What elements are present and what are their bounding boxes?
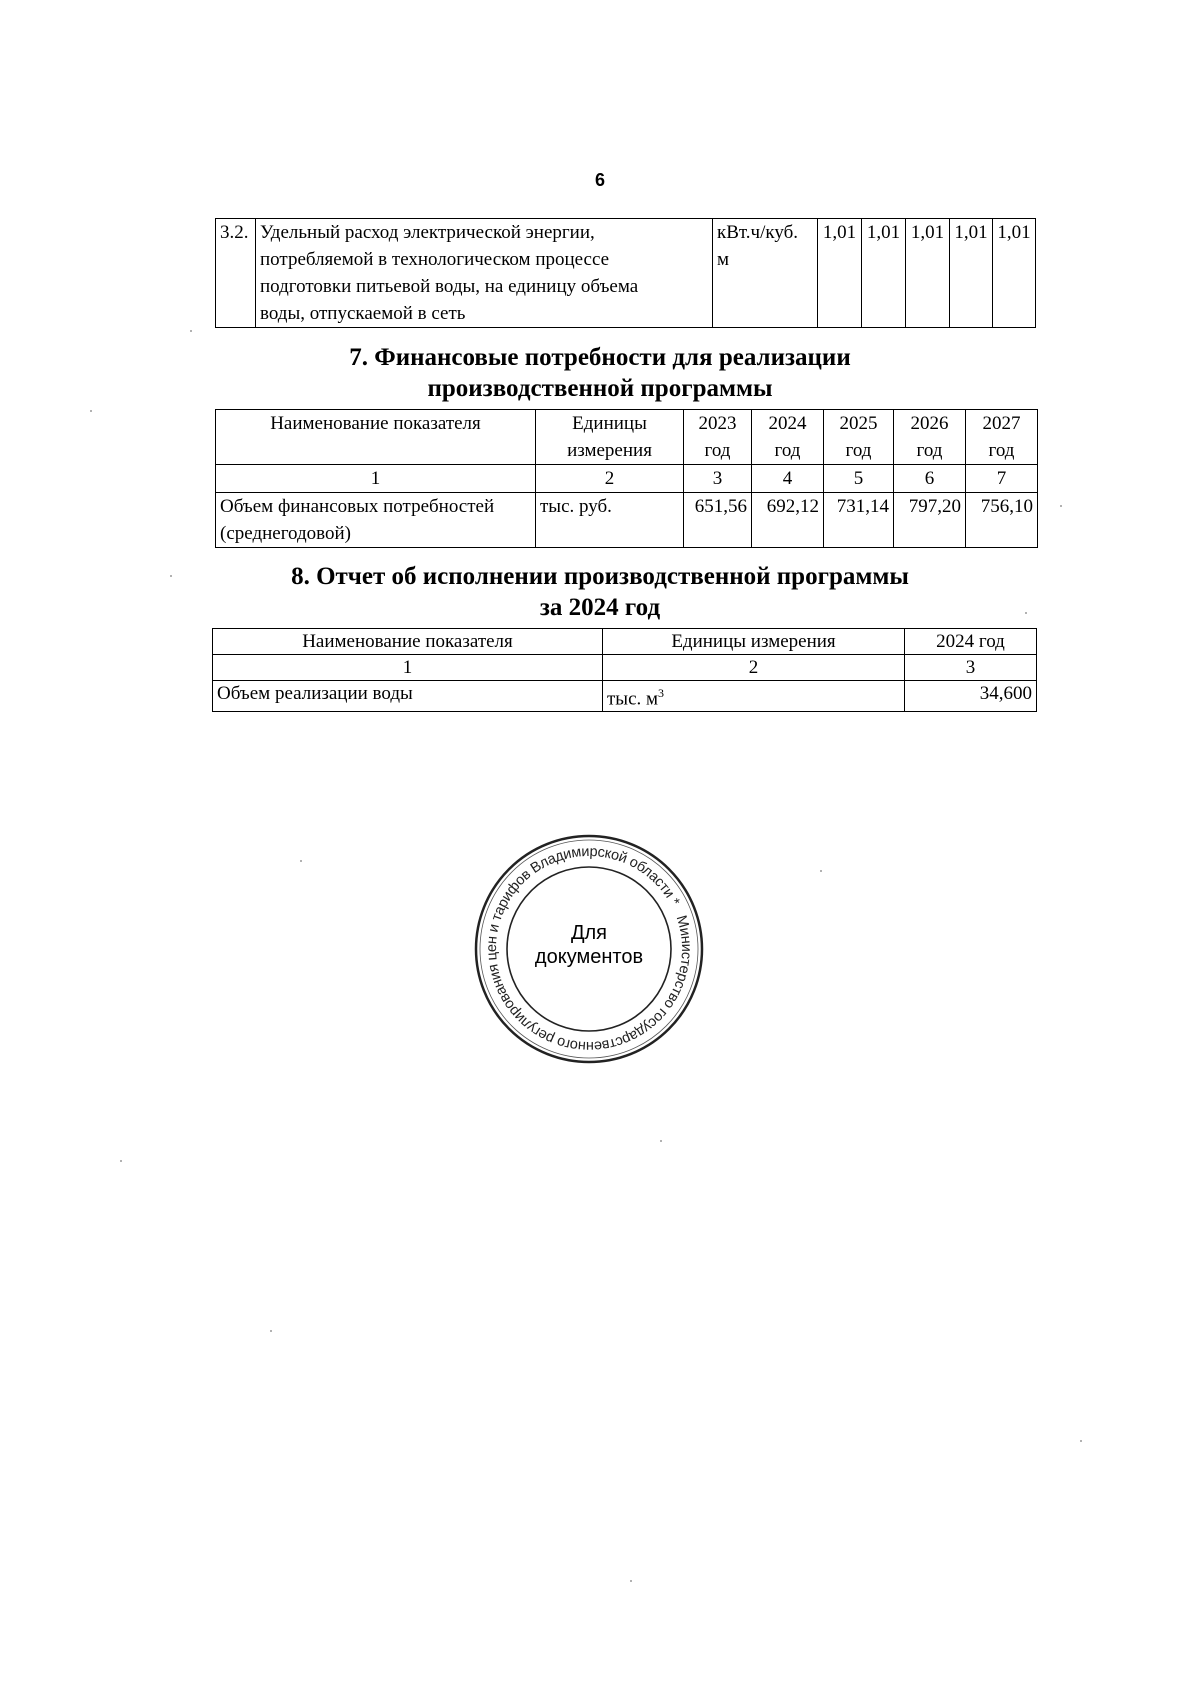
column-number-row: [213, 655, 1037, 681]
indicator-name-line: Объем финансовых потребностей: [220, 496, 495, 517]
header-unit: Единицы измерения: [603, 629, 905, 655]
indicator-table-3-2: [215, 218, 1036, 328]
header-year-label: год: [916, 440, 943, 461]
column-number: 7: [966, 465, 1038, 493]
unit-cell: тыс. руб.: [536, 493, 684, 548]
official-stamp: [473, 833, 705, 1065]
scan-speck: [820, 870, 822, 872]
table-header-row: [216, 410, 1038, 465]
column-number: 5: [824, 465, 894, 493]
stamp-ring-text: Министерство государственного регулирования цен и тарифов Владимирской области *: [483, 843, 695, 1055]
section-7-title-line: 7. Финансовые потребности для реализации: [349, 344, 851, 371]
header-name: Наименование показателя: [213, 629, 603, 655]
scan-speck: [1025, 612, 1027, 614]
header-year-value: 2027: [982, 413, 1021, 434]
table-row: [216, 219, 1036, 328]
indicator-name-line: Удельный расход электрической энергии,: [260, 222, 595, 243]
column-number: 1: [216, 465, 536, 493]
unit-line: кВт.ч/куб.: [717, 222, 798, 243]
scan-speck: [170, 575, 172, 577]
header-year-label: год: [704, 440, 731, 461]
indicator-name-line: подготовки питьевой воды, на единицу объема: [260, 276, 639, 297]
header-year: [966, 410, 1038, 465]
section-8-title-line: 8. Отчет об исполнении производственной программы: [291, 563, 909, 590]
unit-line: м: [717, 249, 730, 270]
column-number: 4: [752, 465, 824, 493]
header-name: Наименование показателя: [216, 410, 536, 465]
section-7-title: [0, 342, 1200, 404]
value-cell: 797,20: [894, 493, 966, 548]
value-cell: 1,01: [818, 219, 862, 328]
value-cell: 651,56: [684, 493, 752, 548]
header-year: [824, 410, 894, 465]
unit-superscript: 3: [658, 686, 665, 700]
financial-needs-table: [215, 409, 1038, 548]
stamp-center-line: Для: [570, 922, 608, 944]
header-year-label: год: [845, 440, 872, 461]
page-number: 6: [594, 170, 605, 190]
unit-cell: [713, 219, 818, 328]
header-year-label: год: [774, 440, 801, 461]
table-row: [213, 681, 1037, 712]
scan-speck: [660, 1140, 662, 1142]
value-cell: 756,10: [966, 493, 1038, 548]
column-number: 6: [894, 465, 966, 493]
indicator-name-line: (среднегодовой): [220, 523, 351, 544]
scan-speck: [300, 860, 302, 862]
scan-speck: [1060, 505, 1062, 507]
section-8-title-line: за 2024 год: [539, 594, 661, 621]
header-year: [752, 410, 824, 465]
header-unit: [536, 410, 684, 465]
scan-speck: [190, 330, 192, 332]
program-report-table: [212, 628, 1037, 712]
column-number: 1: [213, 655, 603, 681]
header-year: [894, 410, 966, 465]
header-year: 2024 год: [905, 629, 1037, 655]
table-row: [216, 493, 1038, 548]
table-header-row: [213, 629, 1037, 655]
column-number-row: [216, 465, 1038, 493]
indicator-name: [216, 493, 536, 548]
header-year: [684, 410, 752, 465]
header-year-label: год: [988, 440, 1015, 461]
value-cell: 731,14: [824, 493, 894, 548]
section-8-title: [0, 561, 1200, 623]
header-unit-line: измерения: [567, 440, 652, 461]
value-cell: 1,01: [950, 219, 993, 328]
value-cell: 1,01: [862, 219, 906, 328]
scan-speck: [1080, 1440, 1082, 1442]
header-year-value: 2023: [698, 413, 737, 434]
section-7-title-line: производственной программы: [427, 375, 773, 402]
value-cell: 692,12: [752, 493, 824, 548]
value-cell: 1,01: [906, 219, 950, 328]
scan-speck: [120, 1160, 122, 1162]
scan-speck: [630, 1580, 632, 1582]
column-number: 3: [905, 655, 1037, 681]
indicator-name-line: потребляемой в технологическом процессе: [260, 249, 610, 270]
indicator-name: Объем реализации воды: [213, 681, 603, 712]
header-year-value: 2025: [839, 413, 878, 434]
column-number: 2: [603, 655, 905, 681]
stamp-center-line: документов: [534, 946, 644, 968]
value-cell: 1,01: [993, 219, 1036, 328]
value-cell: 34,600: [905, 681, 1037, 712]
indicator-name-line: воды, отпускаемой в сеть: [260, 303, 466, 324]
unit-text: тыс. м: [607, 688, 659, 710]
stamp-center-text: [473, 921, 705, 969]
scan-speck: [270, 1330, 272, 1332]
row-number: 3.2.: [216, 219, 256, 328]
scan-speck: [90, 410, 92, 412]
header-year-value: 2026: [910, 413, 949, 434]
indicator-name: [256, 219, 713, 328]
header-unit-line: Единицы: [572, 413, 647, 434]
column-number: 2: [536, 465, 684, 493]
unit-cell: [603, 681, 905, 712]
header-year-value: 2024: [768, 413, 807, 434]
column-number: 3: [684, 465, 752, 493]
